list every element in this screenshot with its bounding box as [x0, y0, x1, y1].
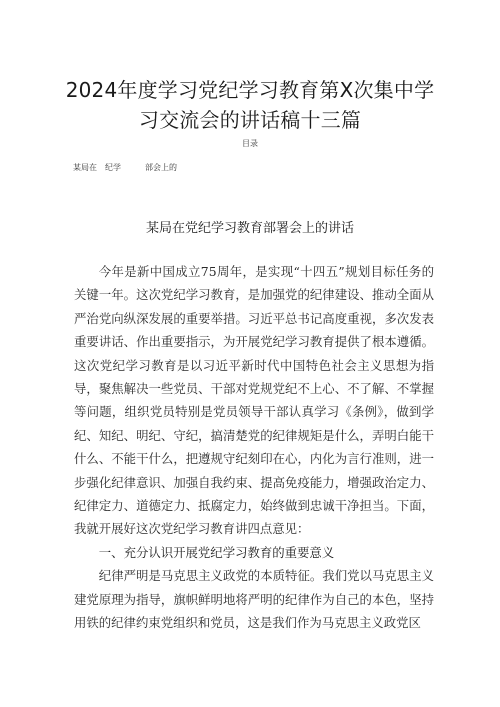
- toc-heading: 目录: [242, 139, 258, 148]
- document-title: 2024年度学习党纪学习教育第X次集中学习交流会的讲话稿十三篇: [65, 78, 435, 133]
- subheading: 一、充分认识开展党纪学习教育的重要意义: [98, 544, 335, 560]
- body-text: [74, 260, 434, 635]
- paragraph: 今年是新中国成立75周年，是实现“十四五”规划目标任务的关键一年。这次党纪学习教育，是加强党的纪律建设、推动全面从严治党向纵深发展的重要举措。习近平总书记高度重视，多次发表重要讲话、作出重要指示，为开展党纪学习教育提供了根本遵循。这次党纪学习教育是以习近平新时代中国特色社会主义思想为指导，聚焦解决一些党员、干部对党规党纪不上心、不了解、不掌握等问题，组织党员特别是党员领导干部认真学习《条例》，做到学纪、知纪、明纪、守纪，搞清楚党的纪律规矩是什么，弄明白能干什么、不能干什么，把遵规守纪刻印在心，内化为言行准则，进一步强化纪律意识、加强自我约束、提高免疫能力，增强政治定力、纪律定力、道德定力、抵腐定力，始终做到忠诚干净担当。下面，我就开展好这次党纪学习教育讲四点意见：: [74, 264, 434, 537]
- toc-entry[interactable]: 某局在 纪学 部会上的: [73, 163, 177, 172]
- paragraph: 纪律严明是马克思主义政党的本质特征。我们党以马克思主义建党原理为指导，旗帜鲜明地将严明的纪律作为自己的本色，坚持用铁的纪律约束党组织和党员，这是我们作为马克思主义政党区: [74, 568, 434, 631]
- section-title: 某局在党纪学习教育部署会上的讲话: [145, 221, 354, 236]
